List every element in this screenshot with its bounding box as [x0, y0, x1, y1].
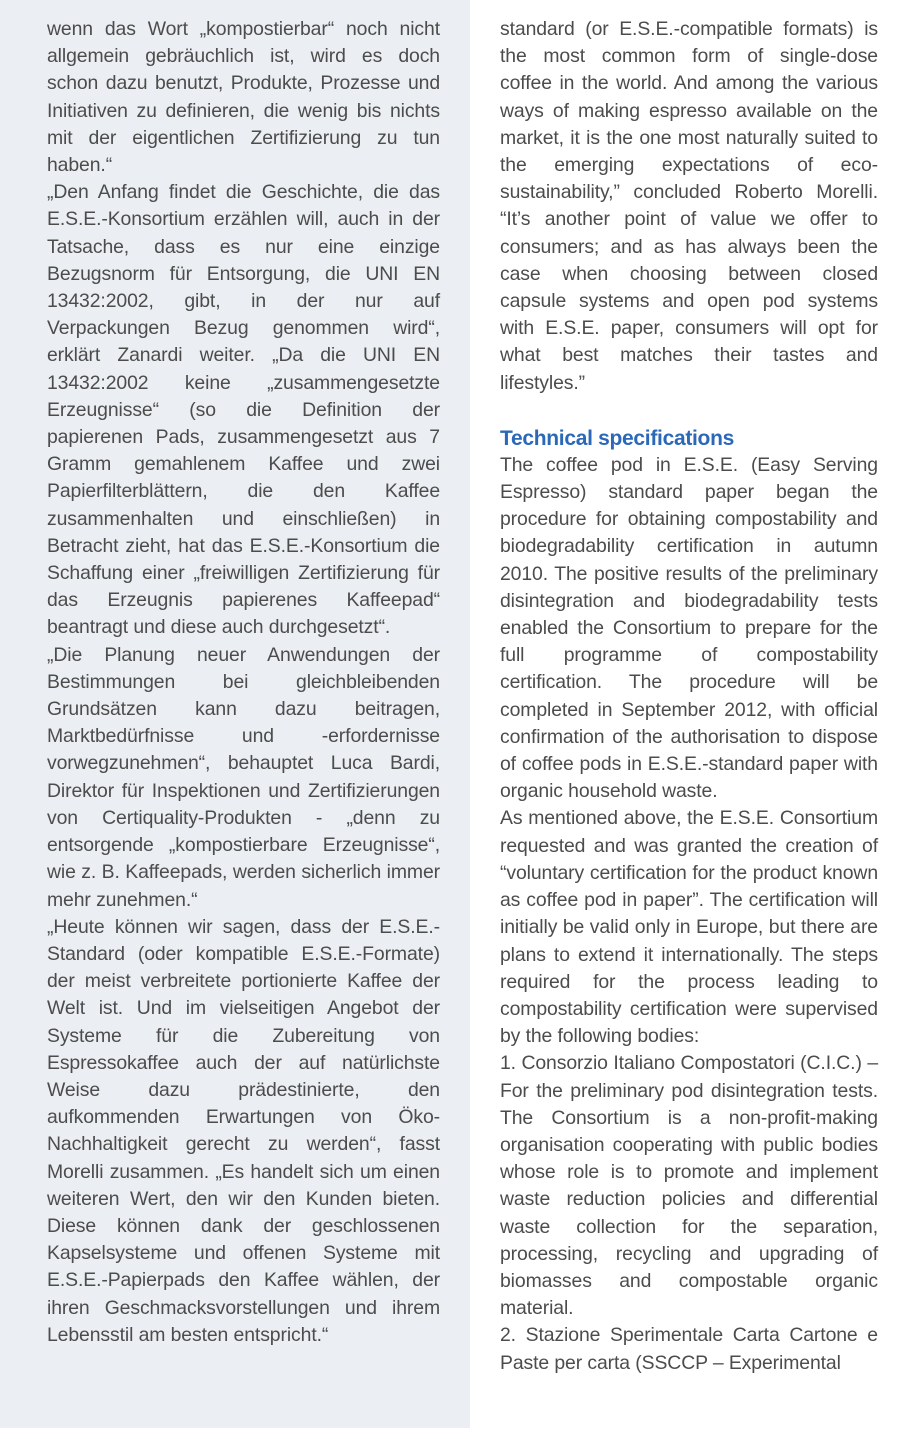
paragraph: 1. Consorzio Italiano Compostatori (C.I.C.) – For the preliminary pod disintegration tests. The Consortium is a non-profit-making organisation cooperating with public bodies whose role is to promote and implement waste reduction policies and differential waste collection for the separation, processing, recycling and upgrading of biomasses and compostable organic material.: [500, 1052, 878, 1320]
section-heading: Technical specifications: [500, 426, 734, 450]
english-text-column: [481, 0, 900, 1439]
paragraph: „Den Anfang findet die Geschichte, die das E.S.E.-Konsortium erzählen will, auch in der Tatsache, dass es nur eine einzige Bezugsnorm für Entsorgung, die UNI EN 13432:2002, gibt, in der nur auf Verpackungen Bezug genommen wird“, erklärt Zanardi weiter. „Da die UNI EN 13432:2002 keine „zusammengesetzte Erzeugnisse“ (so die Definition der papierenen Pads, zusammengesetzt aus 7 Gramm gemahlenem Kaffee und zwei Papierfilterblättern, die den Kaffee zusammenhalten und einschließen) in Betracht zieht, hat das E.S.E.-Konsortium die Schaffung einer „freiwilligen Zertifizierung für das Erzeugnis papierenes Kaffeepad“ beantragt und diese auch durchgesetzt“.: [47, 181, 440, 639]
paragraph: „Die Planung neuer Anwendungen der Bestimmungen bei gleichbleibenden Grundsätzen kann dazu beitragen, Marktbedürfnisse und -erfordernisse vorwegzunehmen“, behauptet Luca Bardi, Direktor für Inspektionen und Zertifizierungen von Certiquality-Produkten - „denn zu entsorgende „kompostierbare Erzeugnisse“, wie z. B. Kaffeepads, werden sicherlich immer mehr zunehmen.“: [47, 643, 440, 911]
english-article-body: [500, 16, 878, 1377]
paragraph: wenn das Wort „kompostierbar“ noch nicht allgemein gebräuchlich ist, wird es doch schon dazu benutzt, Produkte, Prozesse und Initiativen zu definieren, die wenig bis nichts mit der eigentlichen Zertifizierung zu tun haben.“: [47, 18, 440, 177]
paragraph: The coffee pod in E.S.E. (Easy Serving Espresso) standard paper began the procedure for obtaining compostability and biodegradability certification in autumn 2010. The positive results of the preliminary disintegration and biodegradability tests enabled the Consortium to prepare for the full programme of compostability certification. The procedure will be completed in September 2012, with official confirmation of the authorisation to dispose of coffee pods in E.S.E.-standard paper with organic household waste.: [500, 453, 878, 803]
paragraph: As mentioned above, the E.S.E. Consortium requested and was granted the creation of “voluntary certification for the product known as coffee pod in paper”. The certification will initially be valid only in Europe, but there are plans to extend it internationally. The steps required for the process leading to compostability certification were supervised by the following bodies:: [500, 807, 878, 1048]
paragraph: 2. Stazione Sperimentale Carta Cartone e Paste per carta (SSCCP – Experimental: [500, 1324, 878, 1374]
column-gutter: [470, 0, 481, 1439]
intro-paragraph: standard (or E.S.E.-compatible formats) is the most common form of single-dose coffee in the world. And among the various ways of making espresso available on the market, it is the one most naturally suited to the emerging expectations of eco-sustainability,” concluded Roberto Morelli. “It’s another point of value we offer to consumers; and as has always been the case when choosing between closed capsule systems and open pod systems with E.S.E. paper, consumers will opt for what best matches their tastes and lifestyles.”: [500, 18, 878, 394]
german-article-body: [47, 16, 440, 1349]
paragraph: „Heute können wir sagen, dass der E.S.E.-Standard (oder kompatible E.S.E.-Formate) der meist verbreitete portionierte Kaffee der Welt ist. Und im vielseitigen Angebot der Systeme für die Zubereitung von Espressokaffee auch der auf natürlichste Weise dazu prädestinierte, den aufkommenden Erwartungen von Öko-Nachhaltigkeit gerecht zu werden“, fasst Morelli zusammen. „Es handelt sich um einen weiteren Wert, den wir den Kunden bieten. Diese können dank der geschlossenen Kapselsysteme und offenen Systeme mit E.S.E.-Papierpads den Kaffee wählen, der ihren Geschmacksvorstellungen und ihrem Lebensstil am besten entspricht.“: [47, 915, 440, 1346]
